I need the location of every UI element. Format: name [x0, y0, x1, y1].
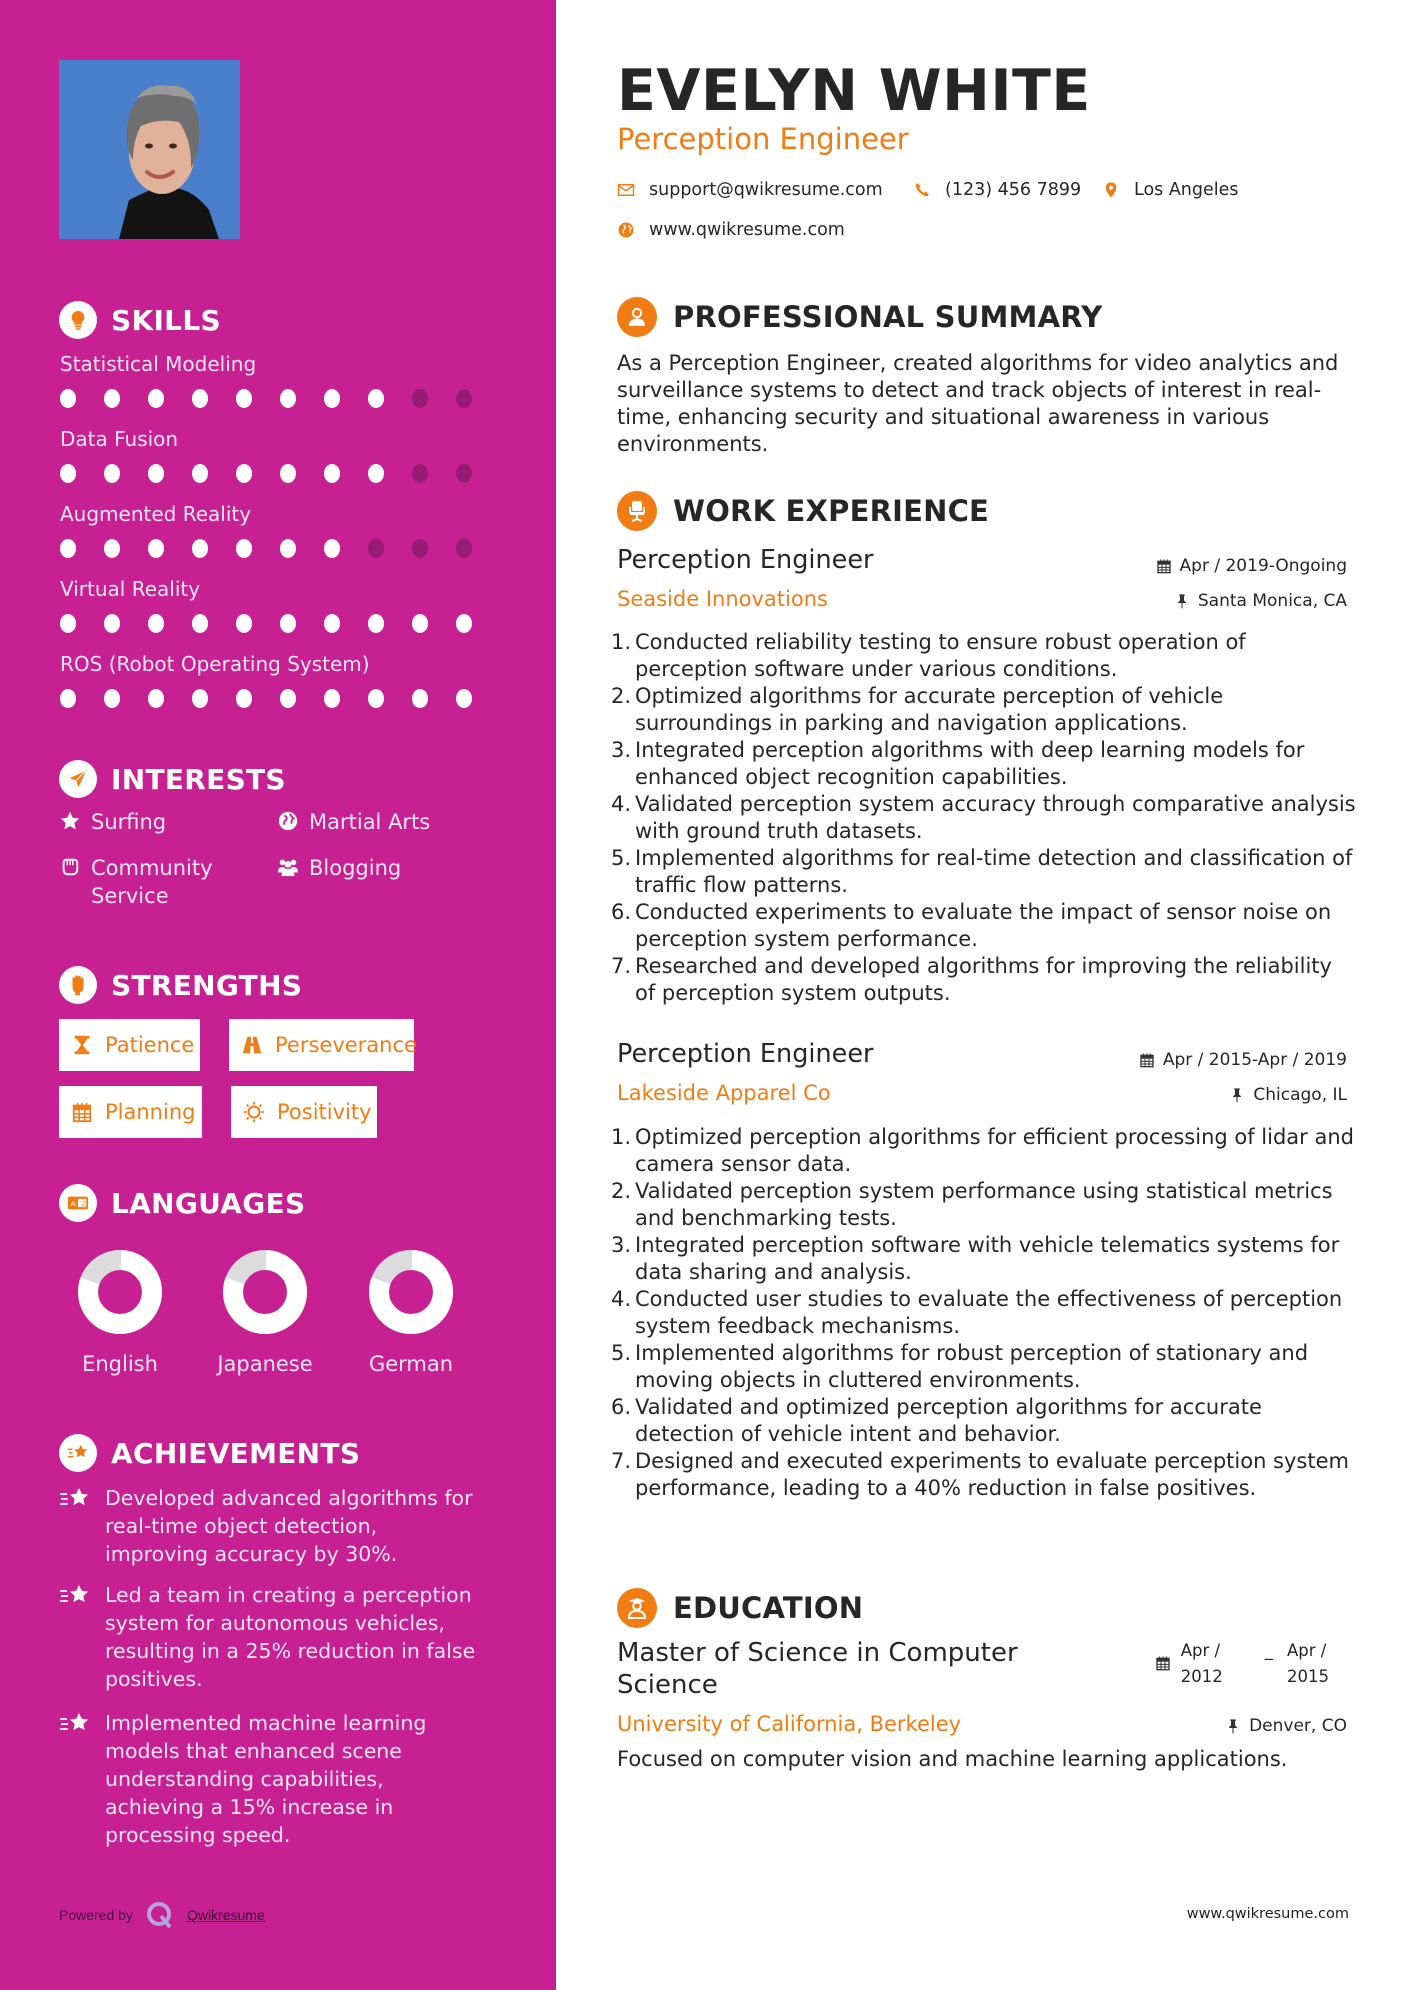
candidate-title: Perception Engineer — [617, 122, 909, 156]
interest-item: Blogging — [277, 854, 401, 882]
calendar-icon — [1139, 1052, 1155, 1068]
rating-dot-empty — [412, 464, 428, 483]
rating-dot-filled — [280, 539, 296, 558]
skill-rating — [60, 464, 500, 483]
office-chair-icon — [617, 491, 657, 531]
job-duties — [611, 1124, 1357, 1502]
translate-icon — [59, 1184, 97, 1222]
duty-item: 3. Integrated perception software with vehicle telematics systems for data sharing and analysis. — [611, 1233, 1340, 1284]
skill-item: Augmented Reality — [60, 502, 500, 558]
rating-dot-filled — [236, 689, 252, 708]
language-donut-chart — [369, 1250, 453, 1334]
rating-dot-filled — [236, 464, 252, 483]
job-company: Lakeside Apparel Co — [617, 1081, 831, 1105]
rating-dot-filled — [280, 614, 296, 633]
map-pin-icon — [1102, 181, 1120, 199]
svg-text:文: 文 — [79, 1199, 87, 1208]
duty-item: 3. Integrated perception algorithms with deep learning models for enhanced object recognition capabilities. — [611, 738, 1305, 789]
language-item: Japanese — [205, 1250, 325, 1376]
skills-heading: SKILLS — [59, 301, 221, 339]
summary-text: As a Perception Engineer, created algorithms for video analytics and surveillance systems to detect and track objects of interest in real-time, enhancing security and situational awareness in various environments. — [617, 351, 1339, 456]
rating-dot-filled — [368, 464, 384, 483]
duty-item: 1. Conducted reliability testing to ensure robust operation of perception software under various conditions. — [611, 630, 1246, 681]
achievement-item: Developed advanced algorithms for real-time object detection, improving accuracy by 30%. — [59, 1484, 499, 1568]
interest-item: Surfing — [59, 808, 166, 836]
language-donut-chart — [223, 1250, 307, 1334]
rating-dot-filled — [324, 689, 340, 708]
interests-heading: INTERESTS — [59, 760, 286, 798]
globe-icon — [277, 810, 299, 832]
job-location: Chicago, IL — [1229, 1085, 1347, 1105]
rating-dot-filled — [104, 464, 120, 483]
rating-dot-filled — [324, 539, 340, 558]
rating-dot-filled — [236, 389, 252, 408]
job-role: Perception Engineer — [617, 1039, 874, 1069]
education-description: Focused on computer vision and machine learning applications. — [617, 1747, 1288, 1771]
hourglass-icon — [71, 1034, 93, 1056]
strength-tag: Planning — [59, 1086, 202, 1138]
education-school: University of California, Berkeley — [617, 1712, 962, 1736]
qwikresume-link[interactable]: Qwikresume — [186, 1907, 265, 1923]
fist-icon — [59, 856, 81, 878]
language-donut-chart — [78, 1250, 162, 1334]
rating-dot-empty — [456, 539, 472, 558]
education-location: Denver, CO — [1225, 1716, 1347, 1736]
strengths-heading: STRENGTHS — [59, 966, 302, 1004]
rating-dot-empty — [456, 389, 472, 408]
language-item: English — [60, 1250, 180, 1376]
duty-item: 6. Validated and optimized perception algorithms for accurate detection of vehicle intent and behavior. — [611, 1395, 1262, 1446]
duty-item: 7. Researched and developed algorithms for improving the reliability of perception system outputs. — [611, 954, 1332, 1005]
users-icon — [277, 856, 299, 878]
duty-item: 1. Optimized perception algorithms for efficient processing of lidar and camera sensor data. — [611, 1125, 1354, 1176]
experience-heading: WORK EXPERIENCE — [617, 491, 989, 531]
interest-item: Martial Arts — [277, 808, 430, 836]
skill-rating — [60, 389, 500, 408]
pushpin-icon — [1229, 1087, 1245, 1103]
rating-dot-filled — [456, 689, 472, 708]
star-icon — [59, 810, 81, 832]
education-heading: EDUCATION — [617, 1588, 863, 1628]
achievement-item: Implemented machine learning models that enhanced scene understanding capabilities, achieving a 15% increase in processing speed. — [59, 1709, 499, 1849]
road-icon — [241, 1034, 263, 1056]
sun-icon — [243, 1101, 265, 1123]
shooting-star-icon — [59, 1711, 91, 1739]
rating-dot-filled — [60, 464, 76, 483]
duty-item: 5. Implemented algorithms for real-time detection and classification of traffic flow patterns. — [611, 846, 1353, 897]
pushpin-icon — [1225, 1718, 1241, 1734]
rating-dot-filled — [456, 614, 472, 633]
rating-dot-filled — [236, 614, 252, 633]
svg-text:A: A — [70, 1199, 76, 1209]
rating-dot-filled — [60, 389, 76, 408]
rating-dot-filled — [324, 389, 340, 408]
profile-photo — [59, 60, 240, 239]
rating-dot-filled — [104, 539, 120, 558]
rating-dot-filled — [192, 614, 208, 633]
sidebar — [0, 0, 556, 1990]
skill-item: Data Fusion — [60, 427, 500, 483]
rating-dot-filled — [148, 464, 164, 483]
shooting-star-icon — [59, 1486, 91, 1514]
duty-item: 4. Conducted user studies to evaluate the effectiveness of perception system feedback mechanisms. — [611, 1287, 1343, 1338]
rating-dot-filled — [148, 614, 164, 633]
rating-dot-filled — [368, 614, 384, 633]
rating-dot-filled — [104, 614, 120, 633]
paper-plane-icon — [59, 760, 97, 798]
skill-rating — [60, 539, 500, 558]
strength-tag: Patience — [59, 1019, 200, 1071]
rating-dot-filled — [324, 614, 340, 633]
achievement-item: Led a team in creating a perception system for autonomous vehicles, resulting in a 25% reduction in false positives. — [59, 1581, 499, 1693]
portrait-image — [59, 60, 240, 239]
rating-dot-filled — [280, 464, 296, 483]
raised-fist-icon — [59, 966, 97, 1004]
rating-dot-filled — [412, 614, 428, 633]
skill-item: Virtual Reality — [60, 577, 500, 633]
languages-heading: A 文 LANGUAGES — [59, 1184, 305, 1222]
rating-dot-filled — [60, 689, 76, 708]
duty-item: 2. Optimized algorithms for accurate perception of vehicle surroundings in parking and navigation applications. — [611, 684, 1224, 735]
rating-dot-filled — [60, 614, 76, 633]
contact-phone[interactable]: (123) 456 7899 — [913, 180, 1081, 200]
rating-dot-filled — [192, 389, 208, 408]
rating-dot-filled — [192, 689, 208, 708]
job-dates: Apr / 2015-Apr / 2019 — [1139, 1050, 1347, 1070]
rating-dot-filled — [192, 464, 208, 483]
user-icon — [617, 297, 657, 337]
rating-dot-empty — [368, 539, 384, 558]
rating-dot-filled — [148, 689, 164, 708]
duty-item: 7. Designed and executed experiments to evaluate perception system performance, leading to a 40% reduction in false positives. — [611, 1449, 1349, 1500]
interest-item: Community Service — [59, 854, 249, 910]
duty-item: 4. Validated perception system accuracy through comparative analysis with ground truth datasets. — [611, 792, 1356, 843]
lightbulb-icon — [59, 301, 97, 339]
rating-dot-filled — [324, 464, 340, 483]
rating-dot-filled — [148, 389, 164, 408]
education-dates: Apr / 2012 _ Apr / 2015 — [1155, 1638, 1347, 1690]
duty-item: 6. Conducted experiments to evaluate the impact of sensor noise on perception system performance. — [611, 900, 1332, 951]
rating-dot-filled — [104, 389, 120, 408]
strength-tag: Perseverance — [229, 1019, 414, 1071]
calendar-icon — [1156, 558, 1172, 574]
shooting-star-icon — [59, 1583, 91, 1611]
skill-rating — [60, 689, 500, 708]
rating-dot-filled — [368, 689, 384, 708]
rating-dot-filled — [412, 689, 428, 708]
rating-dot-empty — [412, 539, 428, 558]
duty-item: 5. Implemented algorithms for robust perception of stationary and moving objects in cluttered environments. — [611, 1341, 1309, 1392]
skill-rating — [60, 614, 500, 633]
rating-dot-filled — [368, 389, 384, 408]
rating-dot-filled — [148, 539, 164, 558]
education-degree: Master of Science in Computer Science — [617, 1638, 1018, 1700]
envelope-icon — [617, 181, 635, 199]
graduate-icon — [617, 1588, 657, 1628]
rating-dot-filled — [280, 389, 296, 408]
powered-by: Powered by Qwikresume — [59, 1900, 265, 1930]
rating-dot-filled — [236, 539, 252, 558]
rating-dot-filled — [192, 539, 208, 558]
footer-website-link[interactable]: www.qwikresume.com — [1186, 1906, 1349, 1922]
duty-item: 2. Validated perception system performance using statistical metrics and benchmarking tests. — [611, 1179, 1333, 1230]
globe-icon — [617, 221, 635, 239]
job-duties — [611, 629, 1357, 1007]
shooting-star-icon — [59, 1434, 97, 1472]
job-dates: Apr / 2019-Ongoing — [1156, 556, 1347, 576]
skill-item: Statistical Modeling — [60, 352, 500, 408]
skill-item: ROS (Robot Operating System) — [60, 652, 500, 708]
pushpin-icon — [1174, 593, 1190, 609]
summary-heading: PROFESSIONAL SUMMARY — [617, 297, 1102, 337]
phone-icon — [913, 181, 931, 199]
rating-dot-filled — [60, 539, 76, 558]
rating-dot-empty — [412, 389, 428, 408]
language-item: German — [351, 1250, 471, 1376]
rating-dot-filled — [104, 689, 120, 708]
contact-location: Los Angeles — [1102, 180, 1239, 200]
calendar-icon — [1155, 1654, 1171, 1672]
contact-website[interactable]: www.qwikresume.com — [617, 220, 845, 240]
rating-dot-filled — [280, 689, 296, 708]
job-company: Seaside Innovations — [617, 587, 828, 611]
strength-tag: Positivity — [231, 1086, 377, 1138]
calendar-icon — [71, 1101, 93, 1123]
achievements-heading: ACHIEVEMENTS — [59, 1434, 360, 1472]
job-role: Perception Engineer — [617, 545, 874, 575]
job-location: Santa Monica, CA — [1174, 591, 1347, 611]
rating-dot-empty — [456, 464, 472, 483]
contact-email[interactable]: support@qwikresume.com — [617, 180, 883, 200]
qwikresume-logo-icon — [145, 1900, 175, 1930]
candidate-name: EVELYN WHITE — [617, 58, 1091, 124]
